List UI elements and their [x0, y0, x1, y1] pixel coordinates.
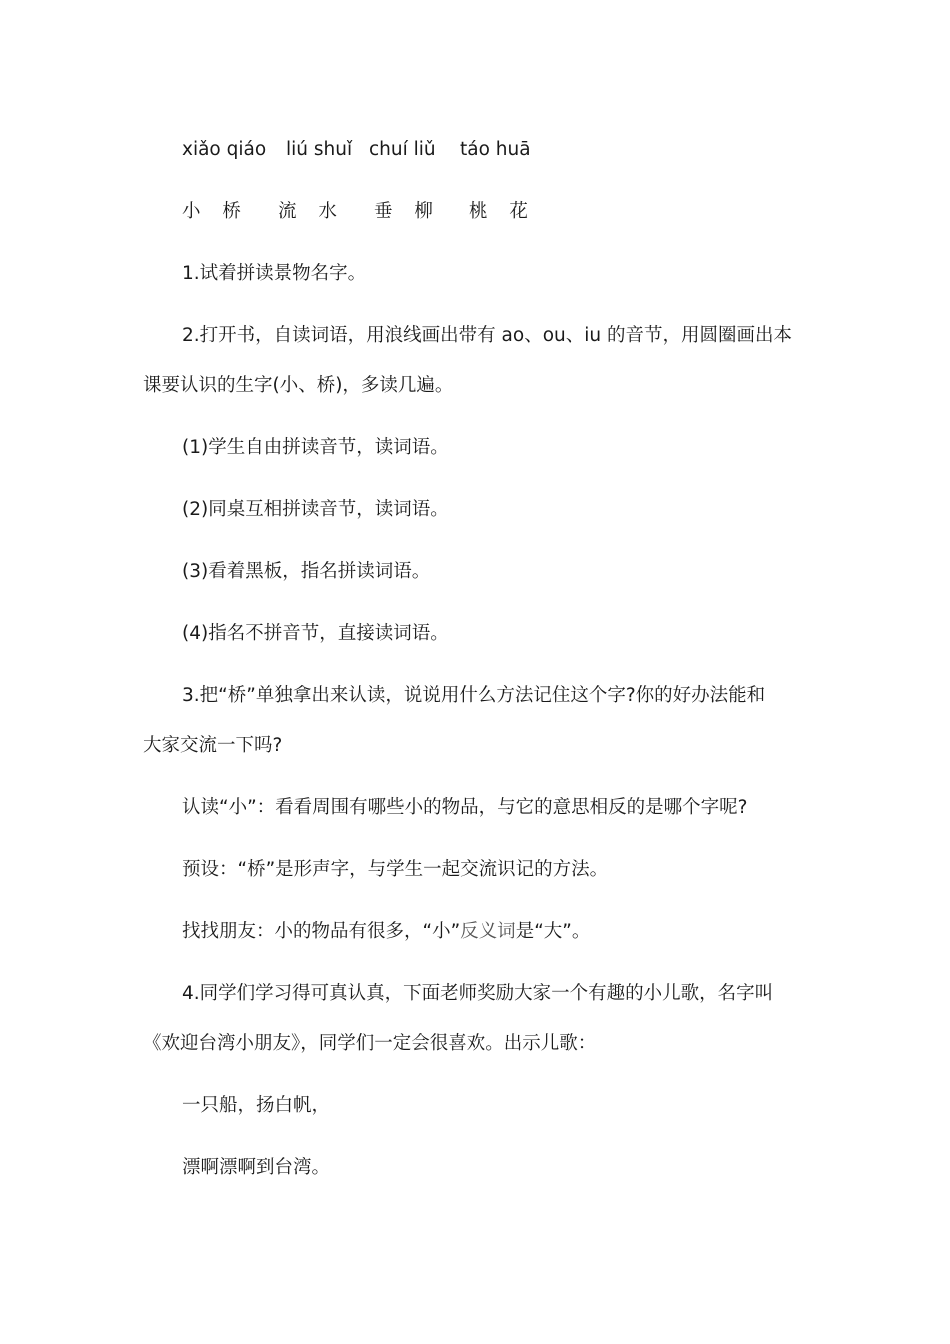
word-tao-hua: 桃 花 — [469, 201, 536, 222]
step-3-line-1: 3.把“桥”单独拿出来认读，说说用什么方法记住这个字?你的好办法能和 — [182, 685, 766, 706]
word-xiao-qiao: 小 桥 — [182, 201, 249, 222]
poem-line-2: 漂啊漂啊到台湾。 — [182, 1157, 331, 1178]
preset: 预设：“桥”是形声字，与学生一起交流识记的方法。 — [182, 859, 609, 880]
pinyin-row — [0, 138, 950, 162]
word-chui-liu: 垂 柳 — [374, 201, 441, 222]
find-friends-text-a: 找找朋友：小的物品有很多，“小” — [182, 921, 461, 942]
step-2-line-2: 课要认识的生字(小、桥)，多读几遍。 — [143, 375, 454, 396]
antonym-term: 反义词 — [460, 921, 516, 942]
poem-line-1: 一只船，扬白帆， — [182, 1095, 331, 1116]
find-friends — [182, 920, 590, 944]
word-liu-shui: 流 水 — [278, 201, 345, 222]
sub-step-2: (2)同桌互相拼读音节，读词语。 — [182, 499, 449, 520]
step-2-line-1: 2.打开书，自读词语，用浪线画出带有 ao、ou、iu 的音节，用圆圈画出本 — [182, 325, 792, 346]
words-row — [0, 200, 950, 224]
step-1: 1.试着拼读景物名字。 — [182, 263, 367, 284]
step-3-line-2: 大家交流一下吗? — [143, 735, 283, 756]
pinyin-chui-liu: chuí liǔ — [369, 139, 436, 160]
pinyin-xiao-qiao: xiǎo qiáo — [182, 139, 267, 160]
step-4-line-1: 4.同学们学习得可真认真，下面老师奖励大家一个有趣的小儿歌，名字叫 — [182, 983, 774, 1004]
sub-step-3: (3)看着黑板，指名拼读词语。 — [182, 561, 431, 582]
sub-step-4: (4)指名不拼音节，直接读词语。 — [182, 623, 449, 644]
pinyin-liu-shui: liú shuǐ — [286, 139, 353, 160]
read-xiao: 认读“小”：看看周围有哪些小的物品，与它的意思相反的是哪个字呢? — [182, 797, 748, 818]
step-4-line-2: 《欢迎台湾小朋友》，同学们一定会很喜欢。出示儿歌： — [143, 1033, 597, 1054]
sub-step-1: (1)学生自由拼读音节，读词语。 — [182, 437, 449, 458]
pinyin-tao-hua: táo huā — [460, 139, 531, 160]
find-friends-text-c: 是“大”。 — [515, 921, 591, 942]
